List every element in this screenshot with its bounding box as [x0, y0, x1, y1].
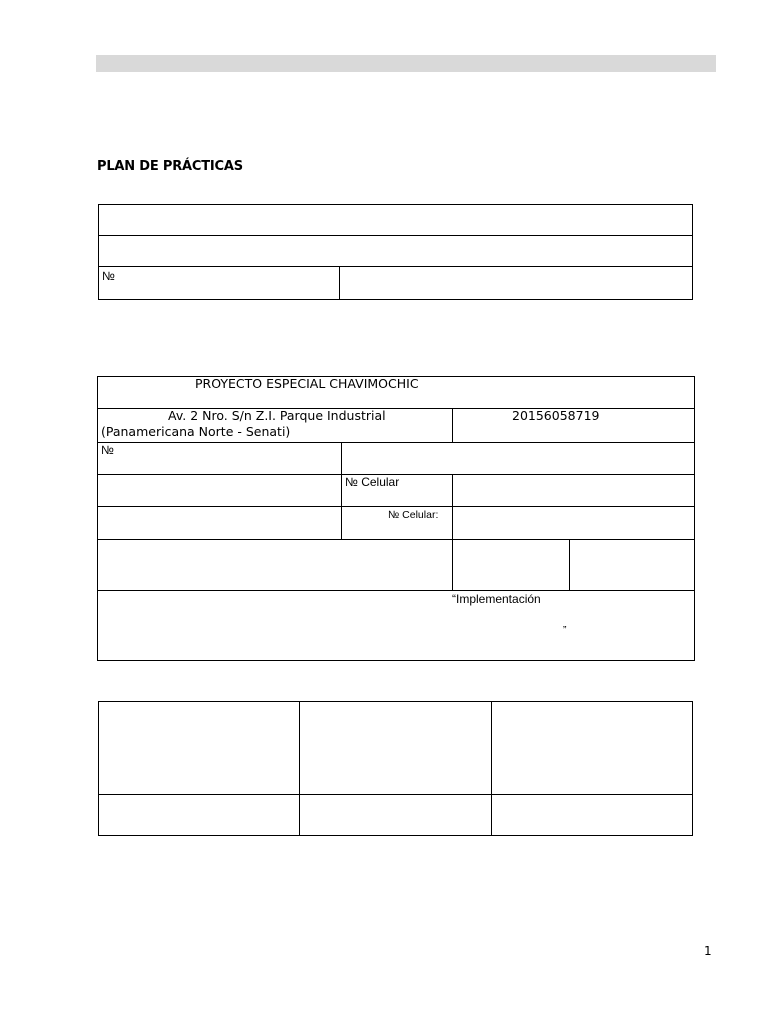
- table2-number-label: №: [101, 443, 114, 457]
- page-title: PLAN DE PRÁCTICAS: [97, 159, 243, 174]
- table2-col-divider: [452, 474, 453, 590]
- table3-frame: [98, 701, 693, 836]
- table1-row-divider: [98, 235, 693, 236]
- table2-col-divider: [569, 539, 570, 590]
- table3-col-divider: [299, 701, 300, 836]
- table2-col-divider: [341, 442, 342, 539]
- cell-label: № Celular:: [388, 509, 439, 521]
- table1-frame: [98, 204, 693, 300]
- table1-row-divider: [98, 266, 693, 267]
- table2-row-divider: [97, 442, 695, 443]
- table1-number-label: №: [102, 269, 115, 283]
- table2-row-divider: [97, 590, 695, 591]
- table3-col-divider: [491, 701, 492, 836]
- company-ruc: 20156058719: [512, 408, 600, 423]
- company-name: PROYECTO ESPECIAL CHAVIMOCHIC: [195, 376, 419, 391]
- cell-label: № Celular: [345, 475, 400, 489]
- table1-col-divider: [339, 266, 340, 299]
- company-address-line1: Av. 2 Nro. S/n Z.I. Parque Industrial: [168, 408, 386, 423]
- page-number: 1: [704, 944, 712, 958]
- table2-col-divider: [452, 408, 453, 442]
- header-bar: [96, 55, 716, 72]
- project-title-start: “Implementación: [452, 592, 541, 606]
- project-title-end: ”: [563, 624, 567, 636]
- company-address-line2: (Panamericana Norte - Senati): [101, 424, 291, 439]
- table3-row-divider: [98, 794, 693, 795]
- table2-row-divider: [97, 539, 695, 540]
